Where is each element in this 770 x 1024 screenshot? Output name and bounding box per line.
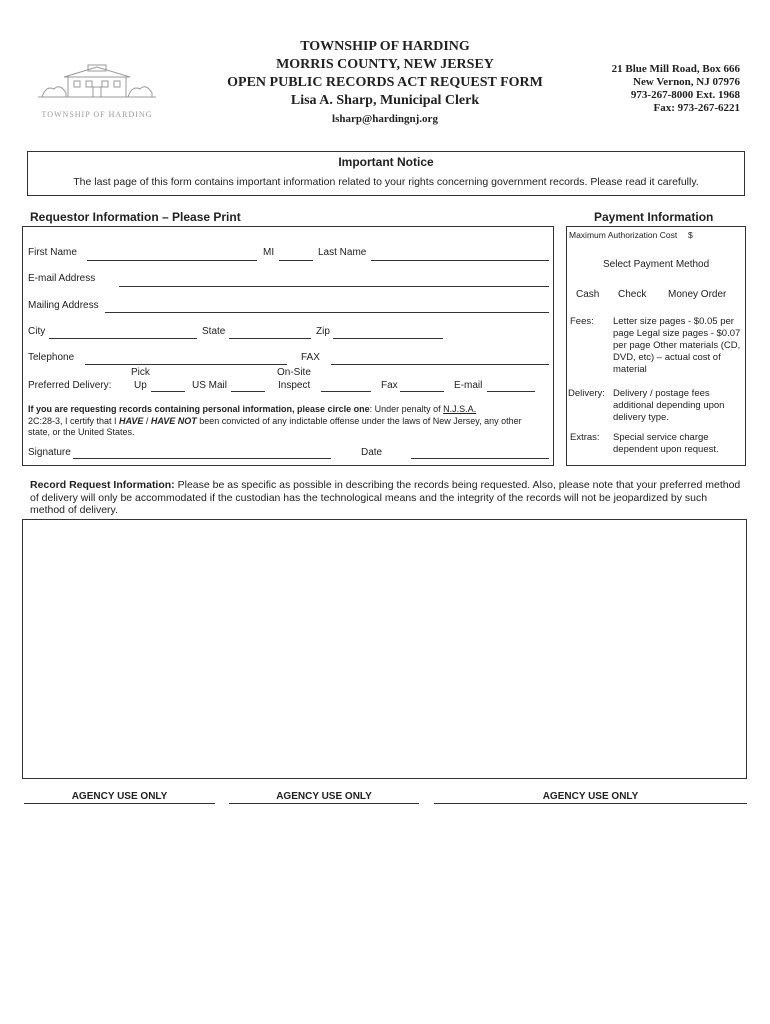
date-label: Date: [361, 447, 383, 458]
email-label: E-mail Address: [28, 273, 96, 284]
certification-rest2: been convicted of any indictable offense under the laws of New Jersey, any other state, or the United States.: [28, 415, 522, 437]
fax-label: FAX: [301, 352, 320, 363]
fax-option-label: Fax: [381, 380, 398, 391]
statute-reference: N.J.S.A.: [443, 404, 477, 414]
last-name-label: Last Name: [318, 247, 367, 258]
usmail-label: US Mail: [192, 380, 228, 391]
requestor-info-box: [22, 226, 554, 466]
check-option[interactable]: Check: [618, 289, 647, 300]
signature-field[interactable]: [73, 458, 331, 459]
clerk-email: lsharp@hardingnj.org: [332, 113, 438, 125]
mailing-address-field[interactable]: [105, 312, 549, 313]
certification-bold: If you are requesting records containing personal information, please circle one: [28, 404, 370, 414]
state-field[interactable]: [229, 338, 311, 339]
last-name-field[interactable]: [371, 260, 549, 261]
email-option[interactable]: [487, 391, 535, 392]
dollar-sign[interactable]: $: [688, 230, 693, 240]
pickup-option[interactable]: [151, 391, 185, 392]
logo-text: TOWNSHIP OF HARDING: [41, 110, 153, 119]
record-request-instructions: [30, 479, 742, 517]
max-auth-label: Maximum Authorization Cost: [569, 230, 678, 240]
money-order-option[interactable]: Money Order: [668, 289, 727, 300]
township-name: TOWNSHIP OF HARDING: [300, 39, 470, 54]
address-fax: Fax: 973-267-6221: [653, 102, 740, 114]
pickup-label-top: Pick: [131, 367, 150, 378]
certification-slash: /: [143, 415, 151, 426]
preferred-delivery-label: Preferred Delivery:: [28, 380, 112, 391]
fees-label: Fees:: [570, 316, 594, 327]
address-phone: 973-267-8000 Ext. 1968: [630, 89, 740, 101]
fax-field[interactable]: [331, 364, 549, 365]
telephone-label: Telephone: [28, 352, 75, 363]
extras-text: Special service charge dependent upon request.: [613, 432, 719, 455]
agency-use-only-1: AGENCY USE ONLY: [24, 791, 215, 804]
payment-info-box: [566, 226, 746, 466]
township-logo: [38, 63, 156, 118]
mailing-address-label: Mailing Address: [28, 300, 99, 311]
building-icon: [38, 63, 156, 103]
certification-mid: : Under penalty of: [369, 404, 444, 414]
record-request-text: Please be as specific as possible in describing the records being requested. Also, please note that your preferred method of delivery will only be accommodated if the custodian has the technological means and the integrity of the records will not be jeopardized by such method of delivery.: [30, 479, 741, 516]
certification-text: [28, 404, 538, 439]
notice-title: Important Notice: [338, 155, 434, 169]
fees-text: Letter size pages - $0.05 per page Legal size pages - $0.07 per page Other materials (CD, DVD, etc) – actual cost of material: [613, 316, 741, 375]
select-method-label: Select Payment Method: [603, 259, 710, 270]
address-city: New Vernon, NJ 07976: [633, 76, 740, 88]
county-name: MORRIS COUNTY, NEW JERSEY: [276, 57, 494, 72]
first-name-field[interactable]: [87, 260, 257, 261]
telephone-field[interactable]: [85, 364, 287, 365]
have-option[interactable]: HAVE: [119, 415, 144, 426]
email-option-label: E-mail: [454, 380, 483, 391]
record-request-title: Record Request Information:: [30, 479, 175, 491]
onsite-option[interactable]: [321, 391, 371, 392]
form-title: OPEN PUBLIC RECORDS ACT REQUEST FORM: [227, 75, 543, 90]
city-field[interactable]: [49, 338, 197, 339]
date-field[interactable]: [411, 458, 549, 459]
cash-option[interactable]: Cash: [576, 289, 600, 300]
address-street: 21 Blue Mill Road, Box 666: [611, 63, 740, 75]
signature-label: Signature: [28, 447, 71, 458]
onsite-label-bottom: Inspect: [278, 380, 311, 391]
usmail-option[interactable]: [231, 391, 265, 392]
payment-section-title: Payment Information: [594, 210, 714, 224]
important-notice-box: [27, 151, 745, 196]
extras-label: Extras:: [570, 432, 600, 443]
agency-use-only-3: AGENCY USE ONLY: [434, 791, 747, 804]
fax-option[interactable]: [400, 391, 444, 392]
delivery-text: Delivery / postage fees additional depending upon delivery type.: [613, 388, 725, 423]
mi-label: MI: [263, 247, 275, 258]
have-not-option[interactable]: HAVE NOT: [150, 415, 197, 426]
mi-field[interactable]: [279, 260, 313, 261]
agency-use-only-2: AGENCY USE ONLY: [229, 791, 419, 804]
zip-label: Zip: [316, 326, 330, 337]
onsite-label-top: On-Site: [277, 367, 311, 378]
clerk-name: Lisa A. Sharp, Municipal Clerk: [290, 93, 480, 108]
state-label: State: [202, 326, 226, 337]
email-field[interactable]: [119, 286, 549, 287]
notice-text: The last page of this form contains important information related to your rights concerning government records. Please read it carefully.: [73, 176, 699, 188]
township-address: [540, 63, 740, 115]
record-request-textarea[interactable]: [22, 519, 747, 779]
first-name-label: First Name: [28, 247, 77, 258]
header-title: [200, 38, 570, 128]
zip-field[interactable]: [333, 338, 443, 339]
city-label: City: [28, 326, 46, 337]
certification-rest1: 2C:28-3, I certify that I: [28, 415, 120, 426]
delivery-label: Delivery:: [568, 388, 605, 399]
pickup-label-bottom: Up: [134, 380, 147, 391]
requestor-section-title: Requestor Information – Please Print: [30, 210, 241, 224]
